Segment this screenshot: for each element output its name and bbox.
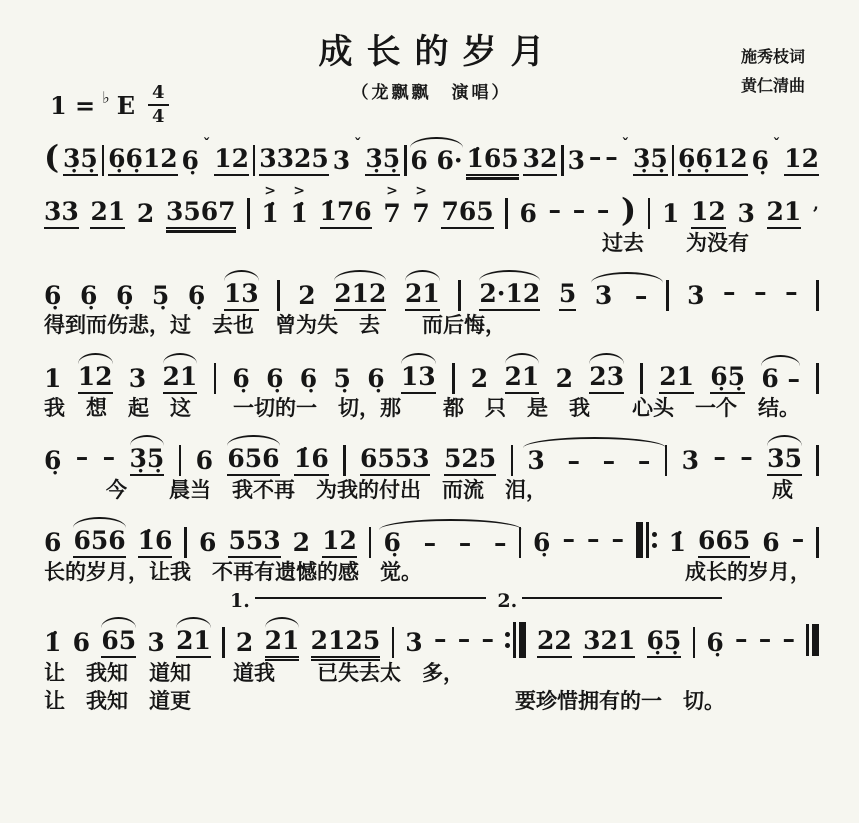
note-token: – bbox=[481, 623, 494, 653]
final-barline bbox=[806, 622, 819, 658]
barline bbox=[672, 145, 675, 176]
time-denominator: 4 bbox=[152, 106, 165, 127]
barline bbox=[561, 145, 564, 176]
note-token: 1̇ bbox=[668, 528, 687, 558]
note-token: – bbox=[457, 623, 471, 653]
note-token: 12 bbox=[214, 146, 249, 176]
barline bbox=[102, 145, 105, 176]
note-token: 6̣ bbox=[44, 446, 62, 476]
score-header bbox=[44, 24, 819, 132]
lyric-segment: 要珍惜拥有的一 切。 bbox=[515, 690, 725, 714]
lyric-row bbox=[44, 395, 819, 423]
note-token: 6̣ bbox=[79, 281, 98, 311]
lyric-segment: 长的岁月，让我 不再有遗憾的感 觉。 bbox=[44, 561, 422, 585]
music-system bbox=[44, 432, 819, 505]
note-token: 525 bbox=[444, 446, 496, 476]
note-token: 2 bbox=[555, 363, 573, 393]
note-token: – bbox=[758, 623, 772, 653]
barline bbox=[214, 363, 217, 394]
barline bbox=[343, 445, 346, 476]
note-token: 23 bbox=[589, 364, 624, 394]
note-token: 6 bbox=[199, 528, 217, 558]
note-token: 12 bbox=[691, 199, 726, 229]
note-token: 6 bbox=[72, 627, 91, 657]
note-token: 3 bbox=[567, 146, 585, 175]
lyric-segment: 让 我知 道更 bbox=[44, 690, 191, 714]
music-system bbox=[44, 514, 819, 587]
note-token: 3 – – – bbox=[527, 446, 651, 476]
note-token: – bbox=[596, 195, 610, 224]
note-token: – bbox=[548, 195, 562, 224]
barline bbox=[666, 280, 669, 311]
note-token: 21 bbox=[176, 628, 211, 658]
lyric-segment: 让 我知 道知 道我 已失去太 多， bbox=[44, 661, 464, 685]
note-token: 3 bbox=[128, 363, 147, 393]
note-token: 3 bbox=[405, 627, 423, 657]
lyric-segment: 今 晨当 我不再 为我的付出 而流 泪， bbox=[106, 479, 547, 503]
performer-subtitle: （龙飘飘 演唱） bbox=[351, 83, 512, 102]
note-token: – bbox=[562, 524, 575, 554]
lyric-row bbox=[44, 559, 819, 587]
volta-label: 1. bbox=[230, 589, 250, 612]
note-token: 3 – bbox=[594, 281, 648, 311]
note-token: 12 bbox=[322, 528, 357, 558]
barline bbox=[816, 280, 819, 311]
lyric-segment: 得到而伤悲，过 去也 曾为失 去 而后悔， bbox=[44, 314, 506, 338]
barline bbox=[253, 145, 256, 176]
note-token: 32 bbox=[523, 146, 558, 176]
note-token: 6̣5̣ bbox=[710, 364, 745, 394]
volta-label: 2. bbox=[497, 589, 518, 612]
note-token: 2 bbox=[470, 363, 489, 393]
music-line bbox=[44, 185, 819, 229]
music-system bbox=[44, 589, 819, 717]
note-token: 12 bbox=[784, 146, 819, 176]
repeat-end-sign bbox=[505, 622, 526, 658]
music-line bbox=[44, 350, 819, 394]
key-note: E bbox=[116, 90, 136, 120]
barline bbox=[665, 445, 668, 476]
note-token: 3 bbox=[147, 627, 165, 657]
breath-comma-icon: , bbox=[812, 194, 819, 214]
note-token: 6 bbox=[519, 199, 537, 228]
barline bbox=[247, 198, 250, 229]
breath-mark-icon: ˇ bbox=[353, 135, 362, 153]
time-signature bbox=[148, 84, 169, 126]
volta-line bbox=[522, 597, 722, 599]
note-token: – bbox=[754, 277, 767, 307]
note-token: 21 bbox=[505, 364, 540, 394]
phrase-paren: ( bbox=[44, 138, 60, 176]
note-token: – bbox=[605, 142, 618, 171]
breath-mark-icon: ˇ bbox=[202, 135, 211, 153]
note-token: – bbox=[572, 195, 586, 224]
volta-line bbox=[255, 597, 486, 599]
composer-credit: 黄仁清曲 bbox=[740, 77, 805, 95]
music-line bbox=[44, 614, 819, 658]
barline bbox=[458, 280, 461, 311]
note-token: 765 bbox=[441, 199, 493, 229]
note-token: 3̣5̣ bbox=[63, 146, 98, 176]
note-token: 6 bbox=[44, 528, 62, 558]
note-token: 6̣6̣12 bbox=[678, 146, 748, 176]
note-token: 3̣5̣ bbox=[365, 146, 400, 176]
note-token: 6553 bbox=[360, 446, 430, 476]
credits bbox=[741, 44, 805, 102]
note-token: 3 bbox=[737, 199, 755, 228]
note-token: – bbox=[740, 442, 753, 472]
barline bbox=[505, 198, 508, 229]
note-token: 1 bbox=[44, 363, 62, 393]
barline bbox=[816, 445, 819, 476]
note-token: 6̣ bbox=[232, 363, 250, 393]
repeat-start-sign bbox=[636, 522, 657, 558]
note-token: – bbox=[588, 142, 602, 171]
note-token: 3 bbox=[687, 281, 705, 311]
music-system bbox=[44, 132, 819, 176]
note-token: 2 bbox=[235, 627, 254, 657]
note-token: 6̣ bbox=[266, 363, 284, 393]
note-token: 1 bbox=[661, 199, 680, 228]
volta-bracket bbox=[230, 589, 486, 612]
barline bbox=[816, 527, 819, 558]
accented-note-token: > 1̇ bbox=[290, 201, 307, 229]
lyric-row bbox=[44, 660, 819, 688]
barline bbox=[222, 627, 225, 658]
note-token: 6̣ bbox=[751, 146, 769, 175]
music-line bbox=[44, 514, 819, 558]
barline bbox=[392, 627, 395, 658]
note-token: 212 bbox=[334, 281, 386, 311]
lyric-row bbox=[44, 477, 819, 505]
note-token: 665 bbox=[698, 528, 750, 558]
note-token: 3567 bbox=[166, 199, 236, 229]
barline bbox=[511, 445, 514, 476]
music-line bbox=[44, 132, 819, 176]
note-token: 6̣ – – – bbox=[383, 528, 507, 558]
note-token: 21 bbox=[767, 199, 802, 229]
note-token: – bbox=[75, 442, 89, 472]
note-token: 656 bbox=[73, 528, 125, 558]
note-token: 35 bbox=[767, 446, 802, 476]
accented-note-token: > 7 bbox=[383, 201, 400, 229]
note-token: – bbox=[587, 524, 600, 554]
note-token: 1̇6 bbox=[294, 446, 329, 476]
note-token: 2 bbox=[136, 199, 155, 228]
music-system bbox=[44, 185, 819, 258]
breath-mark-icon: ˇ bbox=[621, 135, 630, 153]
music-line bbox=[44, 432, 819, 476]
key-signature bbox=[50, 84, 169, 126]
time-numerator: 4 bbox=[148, 84, 169, 106]
music-system bbox=[44, 267, 819, 340]
note-token: 6 bbox=[195, 446, 213, 476]
note-token: 1̇ bbox=[44, 627, 62, 657]
barline bbox=[452, 363, 455, 394]
lyricist-credit: 施秀枝词 bbox=[740, 49, 805, 66]
note-token: 21 bbox=[659, 364, 694, 394]
note-token: 6̣ bbox=[115, 281, 134, 311]
note-token: – bbox=[102, 442, 116, 472]
note-token: 3325 bbox=[259, 146, 329, 176]
music-line bbox=[44, 267, 819, 311]
note-token: 6̣ bbox=[187, 281, 206, 311]
note-token: 656 bbox=[227, 446, 279, 476]
note-token: 33 bbox=[44, 199, 79, 229]
note-token: 2 bbox=[292, 528, 311, 558]
note-token: – bbox=[791, 524, 805, 554]
note-token: 12 bbox=[78, 364, 113, 394]
lyric-segment: 我 想 起 这 一切的一 切，那 都 只 是 我 心头 一个 结。 bbox=[44, 396, 800, 420]
barline bbox=[277, 280, 280, 311]
note-token: 6̣ bbox=[533, 528, 551, 558]
note-token: 21 bbox=[405, 281, 440, 311]
key-prefix: 1 = bbox=[50, 90, 96, 120]
note-token: 6 – bbox=[761, 363, 800, 393]
lyric-segment: 成 bbox=[772, 479, 793, 503]
note-token: 3 bbox=[332, 146, 351, 175]
note-token: 22 bbox=[537, 628, 572, 658]
note-token: 65 bbox=[101, 628, 136, 658]
lyric-row bbox=[44, 230, 819, 258]
note-token: 21 bbox=[265, 628, 300, 658]
note-token: 6 6· bbox=[410, 146, 463, 175]
note-token: 2 bbox=[298, 281, 316, 311]
note-token: 321 bbox=[583, 628, 635, 658]
note-token: 5̣ bbox=[333, 363, 351, 393]
barline bbox=[640, 363, 643, 394]
barline bbox=[648, 198, 651, 229]
note-token: 13 bbox=[401, 364, 436, 394]
note-token: – bbox=[735, 623, 748, 653]
barline bbox=[369, 527, 372, 558]
note-token: 2·12 bbox=[479, 281, 540, 311]
music-system bbox=[44, 350, 819, 423]
barline bbox=[179, 445, 182, 476]
note-token: 6̣ bbox=[706, 627, 724, 657]
accented-note-token: > 7 bbox=[412, 201, 429, 229]
note-token: 5 bbox=[559, 281, 576, 311]
lyric-row bbox=[44, 688, 819, 716]
note-token: 553 bbox=[228, 528, 280, 558]
note-token: 3 bbox=[681, 446, 700, 476]
accented-note-token: > 1̇ bbox=[261, 201, 278, 229]
note-token: 2125 bbox=[311, 628, 381, 658]
note-token: – bbox=[611, 524, 625, 554]
song-title: 成长的岁月 bbox=[318, 33, 559, 71]
note-token: 21 bbox=[163, 364, 198, 394]
note-token: 1̇76 bbox=[320, 199, 372, 229]
note-token: 21 bbox=[90, 199, 125, 229]
note-token: – bbox=[713, 442, 726, 472]
note-token: 3̣5̣ bbox=[633, 146, 668, 176]
flat-icon: ♭ bbox=[102, 87, 110, 107]
note-token: 1̇6 bbox=[138, 528, 173, 558]
note-token: 6̣ bbox=[181, 146, 199, 175]
breath-mark-icon: ˇ bbox=[772, 135, 781, 153]
note-token: 6 bbox=[762, 528, 780, 558]
score-body bbox=[44, 132, 819, 716]
note-token: 3̣5̣ bbox=[130, 446, 165, 476]
note-token: 5̣ bbox=[151, 281, 170, 311]
note-token: 6̣ bbox=[367, 363, 385, 393]
note-token: – bbox=[723, 277, 736, 307]
barline bbox=[816, 363, 819, 394]
note-token: 13 bbox=[224, 281, 259, 311]
note-token: – bbox=[785, 277, 798, 307]
note-token: 1̇65 bbox=[466, 146, 518, 176]
lyric-segment: 过去 为没有 bbox=[602, 232, 749, 255]
lyric-segment: 成长的岁月， bbox=[685, 561, 811, 585]
note-token: 6̣6̣12 bbox=[108, 146, 178, 176]
barline bbox=[693, 627, 696, 658]
barline bbox=[184, 527, 187, 558]
barline bbox=[404, 145, 407, 176]
note-token: – bbox=[433, 623, 447, 653]
note-token: 6̣5̣ bbox=[647, 628, 682, 658]
barline bbox=[519, 527, 522, 558]
note-token: 6̣ bbox=[299, 363, 318, 393]
phrase-paren: ) bbox=[621, 191, 637, 229]
note-token: 6̣ bbox=[44, 281, 62, 311]
note-token: – bbox=[782, 623, 796, 653]
lyric-row bbox=[44, 312, 819, 340]
volta-bracket bbox=[497, 589, 722, 612]
